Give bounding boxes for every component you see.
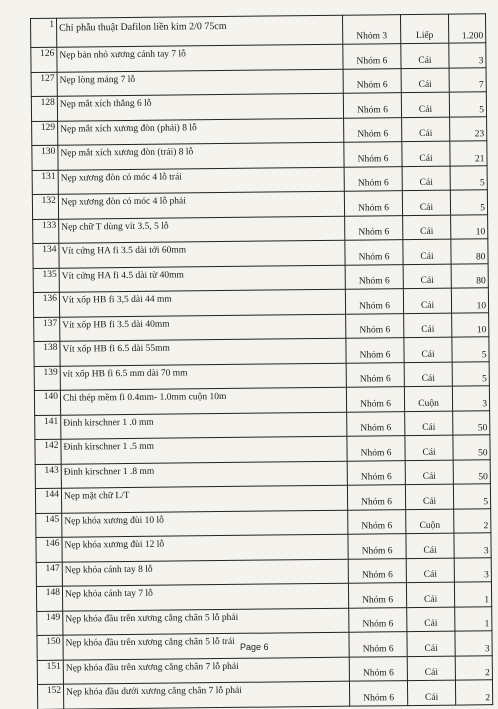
item-name-cell: Vít xốp HB fi 3,5 dài 44 mm [59,289,345,316]
row-number-cell: 130 [32,145,58,170]
quantity-cell: 50 [453,459,490,484]
unit-cell: Cái [406,558,454,583]
group-cell: Nhóm 6 [345,215,403,240]
group-cell: Nhóm 6 [343,93,401,118]
row-number-cell: 127 [31,72,57,97]
item-name-cell: Nẹp bản nhỏ xương cánh tay 7 lỗ [57,44,343,71]
item-name-cell: Nẹp mặt chữ L/T [61,485,347,512]
item-name-cell: Đinh kirschner 1 .0 mm [61,412,347,439]
group-cell: Nhóm 6 [345,240,403,265]
group-cell: Nhóm 6 [347,485,405,510]
row-number-cell: 151 [37,660,63,685]
table-row [37,680,492,709]
unit-cell: Cái [405,411,453,436]
unit-cell: Cái [405,484,453,509]
item-name-cell: Chỉ thép mềm fi 0.4mm- 1.0mm cuộn 10m [60,387,346,414]
quantity-cell: 1 [454,582,491,607]
row-number-cell: 136 [33,292,59,317]
quantity-cell: 5 [453,484,490,509]
quantity-cell: 3 [455,631,492,656]
item-name-cell: vít xốp HB fi 6.5 mm dài 70 mm [60,363,346,390]
unit-cell: Cái [406,582,454,607]
quantity-cell: 50 [453,410,490,435]
quantity-cell: 10 [451,214,488,239]
quantity-cell: 5 [449,92,486,117]
unit-cell: Cái [406,533,454,558]
row-number-cell: 140 [34,390,60,415]
unit-cell: Cái [403,239,451,264]
item-name-cell: Vít xốp HB fi 3.5 dài 40mm [60,314,346,341]
group-cell: Nhóm 6 [348,583,406,608]
group-cell: Nhóm 6 [344,166,402,191]
page-number: Page 6 [240,642,269,652]
unit-cell: Cái [403,288,451,313]
row-number-cell: 148 [36,586,62,611]
quantity-cell: 50 [453,435,490,460]
unit-cell: Cái [407,631,455,656]
document-page [30,13,492,709]
quantity-cell: 10 [452,312,489,337]
row-number-cell: 134 [33,243,59,268]
quantity-cell: 3 [454,533,491,558]
item-name-cell: Nẹp chữ T dùng vít 3.5, 5 lỗ [59,216,345,243]
unit-cell: Cái [404,337,452,362]
group-cell: Nhóm 6 [347,411,405,436]
unit-cell: Cái [407,680,455,705]
supply-table-body [31,14,493,709]
unit-cell: Cái [405,435,453,460]
unit-cell: Cái [407,656,455,681]
row-number-cell: 126 [31,47,57,72]
item-name-cell: Nẹp lòng máng 7 lỗ [57,69,343,96]
item-name-cell: Vít cứng HA fi 4.5 dài từ 40mm [59,265,345,292]
item-name-cell: Nẹp khóa xương đùi 10 lỗ [62,510,348,537]
quantity-cell: 3 [452,386,489,411]
row-number-cell: 139 [34,366,60,391]
group-cell: Nhóm 6 [345,264,403,289]
unit-cell: Liếp [400,14,448,44]
quantity-cell: 80 [451,263,488,288]
quantity-cell: 2 [455,655,492,680]
quantity-cell: 7 [449,67,486,92]
group-cell: Nhóm 6 [343,68,401,93]
group-cell: Nhóm 6 [348,558,406,583]
unit-cell: Cái [401,43,449,68]
group-cell: Nhóm 6 [346,362,404,387]
item-name-cell: Đinh kirschner 1 .8 mm [61,461,347,488]
row-number-cell: 135 [33,268,59,293]
item-name-cell: Nẹp khóa đầu trên xương cẳng chân 5 lỗ trái [63,632,349,659]
group-cell: Nhóm 6 [348,534,406,559]
quantity-cell: 1.200 [448,14,485,43]
group-cell: Nhóm 6 [347,460,405,485]
unit-cell: Cái [402,117,450,142]
quantity-cell: 5 [450,165,487,190]
group-cell: Nhóm 6 [345,289,403,314]
quantity-cell: 10 [451,288,488,313]
group-cell: Nhóm 6 [344,191,402,216]
quantity-cell: 5 [450,190,487,215]
row-number-cell: 146 [36,537,62,562]
item-name-cell: Nẹp khóa đầu dưới xương cẳng chân 7 lỗ phải [63,681,349,708]
group-cell: Nhóm 6 [349,681,407,706]
group-cell: Nhóm 6 [346,338,404,363]
unit-cell: Cái [402,166,450,191]
group-cell: Nhóm 6 [344,117,402,142]
group-cell: Nhóm 6 [347,436,405,461]
row-number-cell: 152 [37,684,63,709]
unit-cell: Cái [404,362,452,387]
quantity-cell: 21 [450,141,487,166]
group-cell: Nhóm 6 [348,509,406,534]
row-number-cell: 133 [33,219,59,244]
unit-cell: Cái [401,68,449,93]
item-name-cell: Chỉ phẫu thuật Dafilon liền kim 2/0 75cm [57,15,343,47]
item-name-cell: Nẹp khóa xương đùi 12 lỗ [62,534,348,561]
unit-cell: Cái [404,313,452,338]
unit-cell: Cái [401,92,449,117]
item-name-cell: Vít xốp HB fi 6.5 dài 55mm [60,338,346,365]
group-cell: Nhóm 6 [343,44,401,69]
unit-cell: Cuộn [404,386,452,411]
row-number-cell: 145 [36,513,62,538]
row-number-cell: 129 [32,121,58,146]
item-name-cell: Nẹp mắt xích xương đòn (trái) 8 lỗ [58,142,344,169]
supply-table [30,13,493,709]
item-name-cell: Nẹp khóa đầu trên xương cẳng chân 5 lỗ phải [63,608,349,635]
group-cell: Nhóm 6 [349,656,407,681]
item-name-cell: Nẹp khóa cánh tay 8 lỗ [62,559,348,586]
quantity-cell: 2 [454,508,491,533]
quantity-cell: 23 [450,116,487,141]
row-number-cell: 128 [31,96,57,121]
row-number-cell: 143 [35,464,61,489]
unit-cell: Cái [403,264,451,289]
row-number-cell: 141 [35,415,61,440]
quantity-cell: 5 [452,337,489,362]
unit-cell: Cuộn [406,509,454,534]
row-number-cell: 132 [32,194,58,219]
group-cell: Nhóm 6 [346,387,404,412]
quantity-cell: 5 [452,361,489,386]
item-name-cell: Nẹp khóa cánh tay 7 lỗ [62,583,348,610]
row-number-cell: 150 [37,635,63,660]
group-cell: Nhóm 6 [344,142,402,167]
row-number-cell: 138 [34,341,60,366]
row-number-cell: 142 [35,439,61,464]
row-number-cell: 147 [36,562,62,587]
quantity-cell: 3 [449,43,486,68]
unit-cell: Cái [402,141,450,166]
item-name-cell: Vít cứng HA fi 3.5 dài tới 60mm [59,240,345,267]
table-row [31,14,486,48]
item-name-cell: Nẹp khóa đầu trên xương cẳng chân 7 lỗ phải [63,657,349,684]
unit-cell: Cái [402,190,450,215]
quantity-cell: 80 [451,239,488,264]
item-name-cell: Nẹp xương đòn có móc 4 lỗ trái [58,167,344,194]
unit-cell: Cái [403,215,451,240]
item-name-cell: Nẹp mắt xích xương đòn (phải) 8 lỗ [58,118,344,145]
row-number-cell: 144 [35,488,61,513]
unit-cell: Cái [407,607,455,632]
row-number-cell: 137 [34,317,60,342]
group-cell: Nhóm 6 [349,632,407,657]
quantity-cell: 1 [455,606,492,631]
item-name-cell: Nẹp xương đòn có móc 4 lỗ phải [58,191,344,218]
item-name-cell: Đinh kirschner 1 .5 mm [61,436,347,463]
row-number-cell: 131 [32,170,58,195]
item-name-cell: Nẹp mắt xích thẳng 6 lỗ [57,93,343,120]
unit-cell: Cái [405,460,453,485]
quantity-cell: 3 [454,557,491,582]
group-cell: Nhóm 3 [342,15,400,45]
quantity-cell: 2 [455,680,492,705]
row-number-cell: 1 [31,18,57,47]
group-cell: Nhóm 6 [349,607,407,632]
row-number-cell: 149 [37,611,63,636]
group-cell: Nhóm 6 [346,313,404,338]
